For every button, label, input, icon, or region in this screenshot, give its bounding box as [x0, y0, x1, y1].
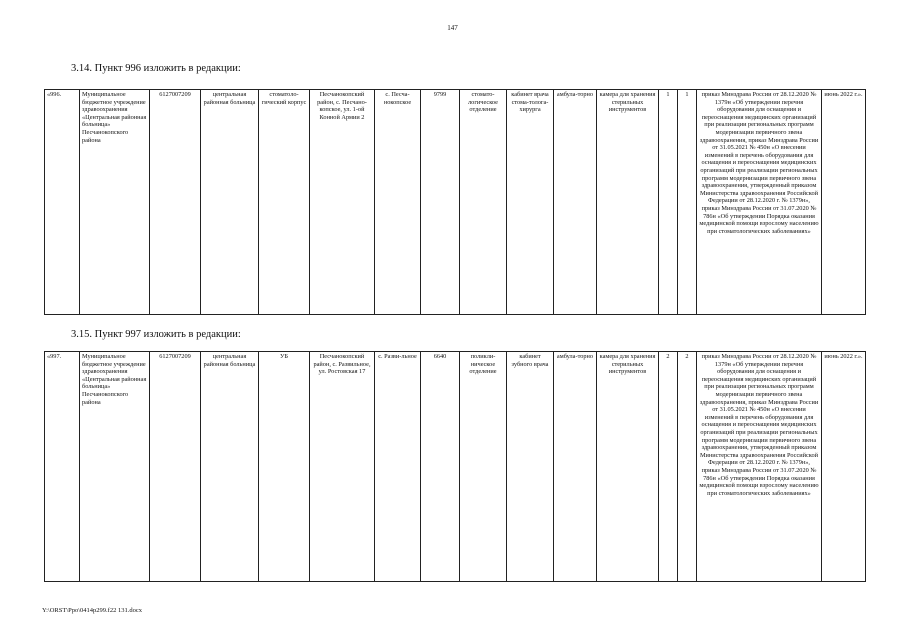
population-cell: 6640	[421, 352, 460, 582]
code-cell: 6127007209	[150, 90, 201, 315]
footer-file-path: Y:\ORST\Ppo\0414p299.f22 131.docx	[42, 607, 142, 614]
address-cell: Песчанокопский район, с. Песчано-копское, ул. 1-ой Конной Армии 2	[310, 90, 375, 315]
quantity-cell: 1	[678, 90, 697, 315]
care-type-cell: амбула-торно	[554, 90, 597, 315]
table-row	[45, 352, 866, 582]
legal-basis-cell: приказ Минздрава России от 28.12.2020 № 1379н «Об утверждении перечня оборудования для оснащения и переоснащения медицинских организаций при реализации региональных программ модернизации первичного звена здравоохранения, приказ Минздрава России от 31.05.2021 № 450н «О внесении изменений в перечень оборудования для оснащения и переоснащения медицинских организаций при реализации региональных программ модернизации первичного звена здравоохранения, утвержденный приказом Министерства здравоохранения Российской Федерации от 28.12.2020 г. № 1379н», приказ Минздрава России от 31.07.2020 № 786н «Об утверждении Порядка оказания медицинской помощи взрослому населению при стоматологических заболеваниях»	[697, 90, 822, 315]
section-heading: 3.14. Пункт 996 изложить в редакции:	[71, 63, 241, 74]
amendment-table	[44, 89, 866, 315]
equipment-cell: камера для хранения стерильных инструментов	[597, 90, 659, 315]
quantity-cell: 1	[659, 90, 678, 315]
locality-cell: с. Разви-льное	[375, 352, 421, 582]
org-type-cell: центральная районная больница	[201, 90, 259, 315]
room-cell: кабинет зубного врача	[507, 352, 554, 582]
deadline-cell: июнь 2022 г.».	[822, 90, 866, 315]
building-cell: стоматоло-гический корпус	[259, 90, 310, 315]
institution-cell: Муниципальное бюджетное учреждение здравоохранения «Центральная районная больница» Песчанокопского района	[80, 90, 150, 315]
room-cell: кабинет врача стома-толога-хирурга	[507, 90, 554, 315]
department-cell: стомато-логическое отделение	[460, 90, 507, 315]
org-type-cell: центральная районная больница	[201, 352, 259, 582]
quantity-cell: 2	[659, 352, 678, 582]
building-cell: УБ	[259, 352, 310, 582]
page-number: 147	[447, 24, 458, 32]
legal-basis-cell: приказ Минздрава России от 28.12.2020 № 1379н «Об утверждении перечня оборудования для оснащения и переоснащения медицинских организаций при реализации региональных программ модернизации первичного звена здравоохранения, приказ Минздрава России от 31.05.2021 № 450н «О внесении изменений в перечень оборудования для оснащения и переоснащения медицинских организаций при реализации региональных программ модернизации первичного звена здравоохранения, утвержденный приказом Министерства здравоохранения Российской Федерации от 28.12.2020 г. № 1379н», приказ Минздрава России от 31.07.2020 № 786н «Об утверждении Порядка оказания медицинской помощи взрослому населению при стоматологических заболеваниях»	[697, 352, 822, 582]
population-cell: 9799	[421, 90, 460, 315]
department-cell: поликли-ническое отделение	[460, 352, 507, 582]
table-row	[45, 90, 866, 315]
section-heading: 3.15. Пункт 997 изложить в редакции:	[71, 329, 241, 340]
row-number: «996.	[45, 90, 80, 315]
equipment-cell: камера для хранения стерильных инструментов	[597, 352, 659, 582]
locality-cell: с. Песча-нокопское	[375, 90, 421, 315]
quantity-cell: 2	[678, 352, 697, 582]
care-type-cell: амбула-торно	[554, 352, 597, 582]
row-number: «997.	[45, 352, 80, 582]
deadline-cell: июнь 2022 г.».	[822, 352, 866, 582]
institution-cell: Муниципальное бюджетное учреждение здравоохранения «Центральная районная больница» Песчанокопского района	[80, 352, 150, 582]
address-cell: Песчанокопский район, с. Развильное, ул. Ростовская 17	[310, 352, 375, 582]
code-cell: 6127007209	[150, 352, 201, 582]
amendment-table	[44, 351, 866, 582]
